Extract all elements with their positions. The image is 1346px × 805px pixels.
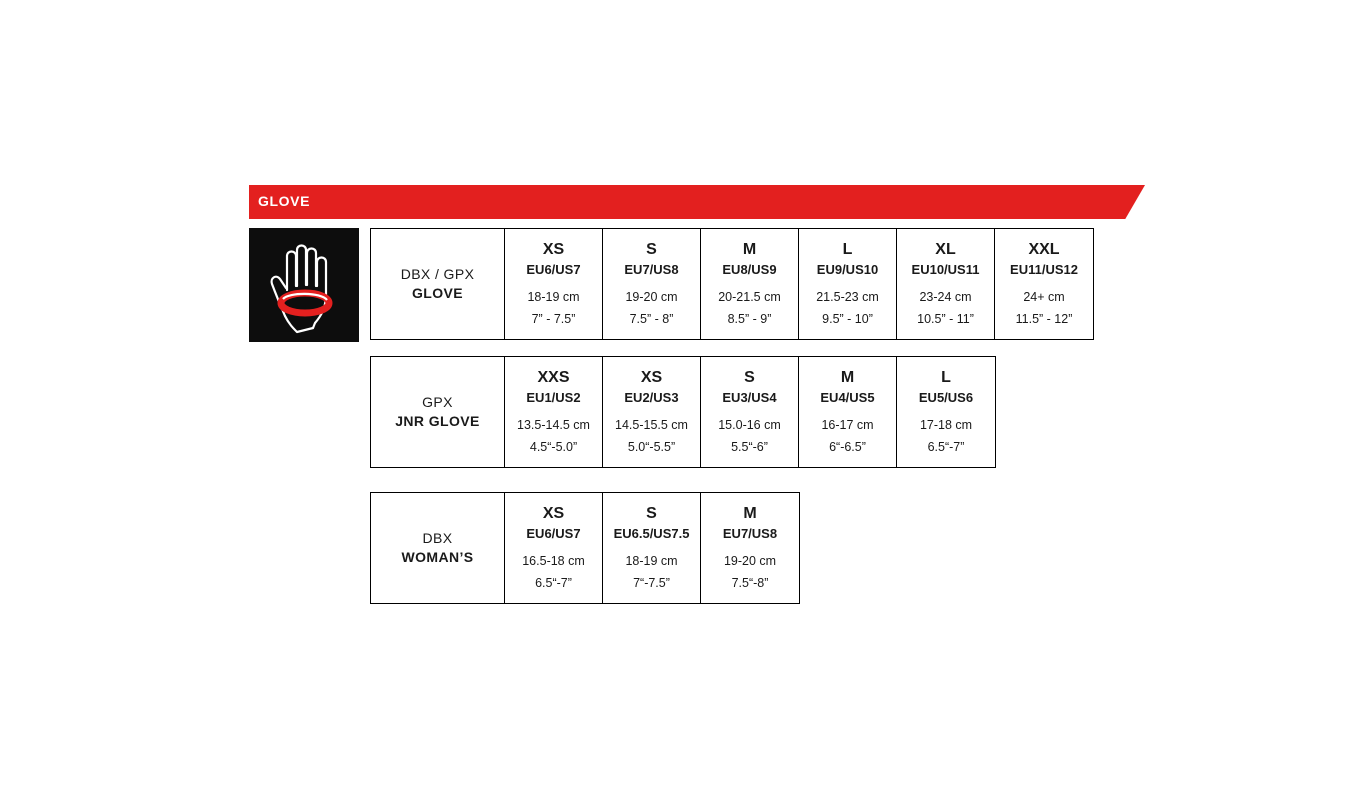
size-column	[505, 229, 603, 339]
measurement-cm: 16-17 cm	[821, 418, 874, 432]
size-table-gpx-jnr-glove	[370, 356, 996, 468]
size-label: XS	[542, 241, 565, 258]
measurement-inch: 5.0“-5.5”	[627, 440, 676, 454]
row-label-line2: WOMAN’S	[401, 549, 474, 565]
banner-shape	[249, 185, 1145, 219]
measurement-inch: 7.5” - 8”	[629, 312, 674, 326]
measurement-inch: 6“-6.5”	[829, 440, 866, 454]
measurement-cm: 18-19 cm	[625, 554, 678, 568]
size-code: EU6/US7	[526, 526, 581, 541]
measurement-cm: 13.5-14.5 cm	[517, 418, 590, 432]
size-code: EU1/US2	[526, 390, 581, 405]
measurement-cm: 16.5-18 cm	[522, 554, 585, 568]
size-code: EU3/US4	[722, 390, 777, 405]
measurement-inch: 4.5“-5.0”	[529, 440, 578, 454]
size-column	[995, 229, 1093, 339]
size-code: EU11/US12	[1010, 262, 1078, 277]
size-code: EU7/US8	[722, 526, 778, 541]
measurement-cm: 24+ cm	[1023, 290, 1065, 304]
size-column	[701, 357, 799, 467]
size-label: XL	[935, 241, 956, 258]
measurement-inch: 6.5“-7”	[927, 440, 965, 454]
measurement-cm: 17-18 cm	[919, 418, 973, 432]
measurement-cm: 23-24 cm	[919, 290, 972, 304]
measurement-inch: 11.5” - 12”	[1015, 312, 1073, 326]
size-label: XXL	[1028, 241, 1060, 258]
size-label: S	[646, 505, 657, 522]
size-column	[897, 229, 995, 339]
size-column	[505, 357, 603, 467]
measurement-inch: 7.5“-8”	[731, 576, 769, 590]
size-code: EU6/US7	[526, 262, 581, 277]
size-label: XS	[542, 505, 565, 522]
size-column	[897, 357, 995, 467]
size-table-dbx-gpx-glove	[370, 228, 1094, 340]
size-column	[603, 229, 701, 339]
row-label	[371, 493, 505, 603]
size-label: L	[941, 369, 951, 386]
row-label-line1: DBX	[422, 530, 453, 546]
size-table-dbx-womans	[370, 492, 800, 604]
size-label: M	[743, 505, 757, 522]
size-label: XS	[640, 369, 663, 386]
size-column	[603, 493, 701, 603]
size-column	[701, 229, 799, 339]
size-label: S	[744, 369, 755, 386]
size-label: S	[646, 241, 657, 258]
size-code: EU9/US10	[816, 262, 879, 277]
size-label: XXS	[537, 369, 570, 386]
row-label	[371, 229, 505, 339]
size-code: EU4/US5	[820, 390, 875, 405]
measurement-inch: 10.5” - 11”	[917, 312, 974, 326]
size-label: L	[842, 241, 853, 258]
size-code: EU8/US9	[722, 262, 777, 277]
size-code: EU6.5/US7.5	[613, 526, 690, 541]
measurement-inch: 5.5“-6”	[731, 440, 768, 454]
row-label-line1: DBX / GPX	[400, 266, 475, 282]
glove-section-banner	[249, 185, 1145, 219]
size-label: M	[840, 369, 855, 386]
size-column	[505, 493, 603, 603]
measurement-inch: 7” - 7.5”	[531, 312, 576, 326]
measurement-cm: 19-20 cm	[723, 554, 777, 568]
row-label	[371, 357, 505, 467]
size-label: M	[742, 241, 757, 258]
size-code: EU10/US11	[911, 262, 980, 277]
measurement-cm: 18-19 cm	[527, 290, 580, 304]
size-code: EU5/US6	[918, 390, 974, 405]
measurement-inch: 6.5“-7”	[535, 576, 572, 590]
banner-label: GLOVE	[258, 193, 311, 209]
measurement-cm: 14.5-15.5 cm	[615, 418, 688, 432]
measurement-cm: 15.0-16 cm	[718, 418, 781, 432]
measurement-inch: 8.5” - 9”	[727, 312, 772, 326]
measurement-inch: 9.5” - 10”	[822, 312, 873, 326]
row-label-line1: GPX	[422, 394, 453, 410]
row-label-line2: JNR GLOVE	[395, 413, 480, 429]
measurement-cm: 21.5-23 cm	[816, 290, 879, 304]
measurement-cm: 20-21.5 cm	[718, 290, 781, 304]
row-label-line2: GLOVE	[411, 285, 463, 301]
glove-hand-icon	[249, 228, 359, 342]
size-column	[799, 229, 897, 339]
measurement-cm: 19-20 cm	[625, 290, 678, 304]
size-column	[799, 357, 897, 467]
size-code: EU2/US3	[624, 390, 679, 405]
measurement-inch: 7“-7.5”	[633, 576, 670, 590]
size-column	[701, 493, 799, 603]
size-column	[603, 357, 701, 467]
size-code: EU7/US8	[624, 262, 679, 277]
